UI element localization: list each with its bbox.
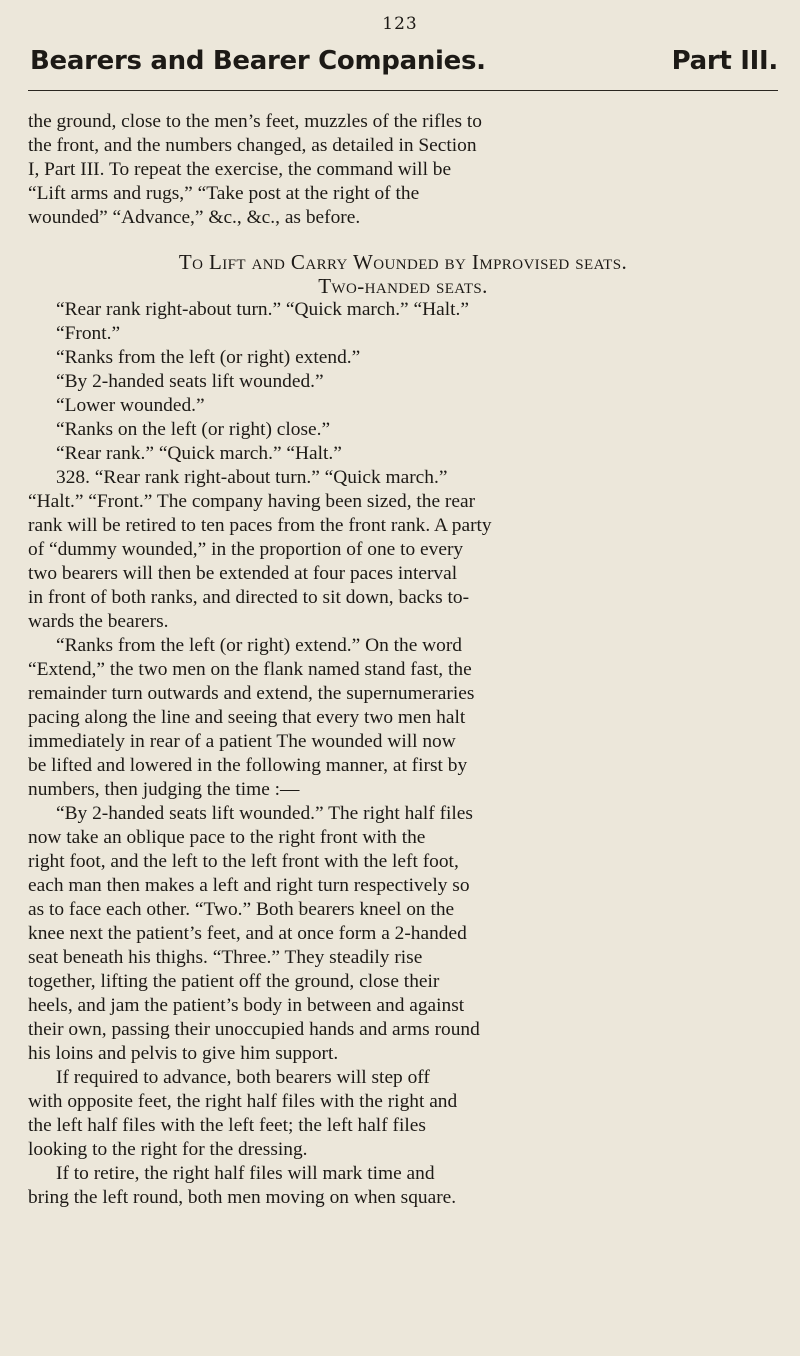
command-line: “Ranks from the left (or right) extend.”: [56, 347, 361, 368]
text-line: seat beneath his thighs. “Three.” They steadily rise: [28, 947, 423, 968]
intro-paragraph: [28, 110, 778, 230]
text-line: “Ranks from the left (or right) extend.” On the word: [56, 635, 463, 656]
text-line: the front, and the numbers changed, as detailed in Section: [28, 135, 477, 156]
text-line: wounded” “Advance,” &c., &c., as before.: [28, 207, 361, 228]
text-line: “By 2-handed seats lift wounded.” The right half files: [56, 803, 473, 824]
text-line: be lifted and lowered in the following manner, at first by: [28, 755, 468, 776]
command-line: “Rear rank right-about turn.” “Quick march.” “Halt.”: [56, 299, 469, 320]
text-line: pacing along the line and seeing that every two men halt: [28, 707, 466, 728]
header-rule: [28, 90, 778, 91]
text-line: together, lifting the patient off the ground, close their: [28, 971, 440, 992]
text-line: If to retire, the right half files will mark time and: [56, 1163, 435, 1184]
running-head-part: Part III.: [671, 46, 778, 76]
text-line: the left half files with the left feet; the left half files: [28, 1115, 426, 1136]
text-line: with opposite feet, the right half files with the right and: [28, 1091, 458, 1112]
text-line: If required to advance, both bearers will step off: [56, 1067, 430, 1088]
text-line: looking to the right for the dressing.: [28, 1139, 308, 1160]
text-line: “Lift arms and rugs,” “Take post at the right of the: [28, 183, 420, 204]
paragraph-seats: [28, 802, 778, 1066]
text-line: heels, and jam the patient’s body in between and against: [28, 995, 465, 1016]
command-list: [28, 298, 778, 466]
text-line: bring the left round, both men moving on when square.: [28, 1187, 457, 1208]
page-number: 123: [382, 14, 418, 34]
text-line: numbers, then judging the time :—: [28, 779, 300, 800]
command-line: “Ranks on the left (or right) close.”: [56, 419, 331, 440]
text-line: their own, passing their unoccupied hands and arms round: [28, 1019, 480, 1040]
text-line: his loins and pelvis to give him support.: [28, 1043, 339, 1064]
paragraph-retire: [28, 1162, 778, 1210]
section-subtitle: Two-handed seats.: [318, 274, 488, 298]
text-line: right foot, and the left to the left front with the left foot,: [28, 851, 459, 872]
text-line: of “dummy wounded,” in the proportion of one to every: [28, 539, 464, 560]
text-line: two bearers will then be extended at four paces interval: [28, 563, 458, 584]
text-line: wards the bearers.: [28, 611, 169, 632]
running-head-title: Bearers and Bearer Companies.: [30, 46, 486, 76]
paragraph-extend: [28, 634, 778, 802]
command-line: “Lower wounded.”: [56, 395, 205, 416]
paragraph-328: [28, 466, 778, 634]
text-line: immediately in rear of a patient The wounded will now: [28, 731, 456, 752]
text-line: “Extend,” the two men on the flank named stand fast, the: [28, 659, 472, 680]
section-title: To Lift and Carry Wounded by Improvised seats.: [178, 250, 628, 274]
text-line: 328. “Rear rank right-about turn.” “Quick march.”: [56, 467, 448, 488]
text-line: in front of both ranks, and directed to sit down, backs to-: [28, 587, 470, 608]
text-line: I, Part III. To repeat the exercise, the command will be: [28, 159, 452, 180]
text-line: now take an oblique pace to the right front with the: [28, 827, 426, 848]
text-line: the ground, close to the men’s feet, muzzles of the rifles to: [28, 111, 482, 132]
command-line: “Front.”: [56, 323, 121, 344]
page-body: [28, 110, 778, 1210]
command-line: “Rear rank.” “Quick march.” “Halt.”: [56, 443, 342, 464]
command-line: “By 2-handed seats lift wounded.”: [56, 371, 324, 392]
text-line: remainder turn outwards and extend, the supernumeraries: [28, 683, 475, 704]
text-line: knee next the patient’s feet, and at once form a 2-handed: [28, 923, 467, 944]
text-line: rank will be retired to ten paces from the front rank. A party: [28, 515, 492, 536]
running-head: [30, 46, 778, 76]
paragraph-advance: [28, 1066, 778, 1162]
text-line: “Halt.” “Front.” The company having been sized, the rear: [28, 491, 476, 512]
spacer: [28, 230, 778, 250]
text-line: as to face each other. “Two.” Both bearers kneel on the: [28, 899, 455, 920]
text-line: each man then makes a left and right turn respectively so: [28, 875, 470, 896]
